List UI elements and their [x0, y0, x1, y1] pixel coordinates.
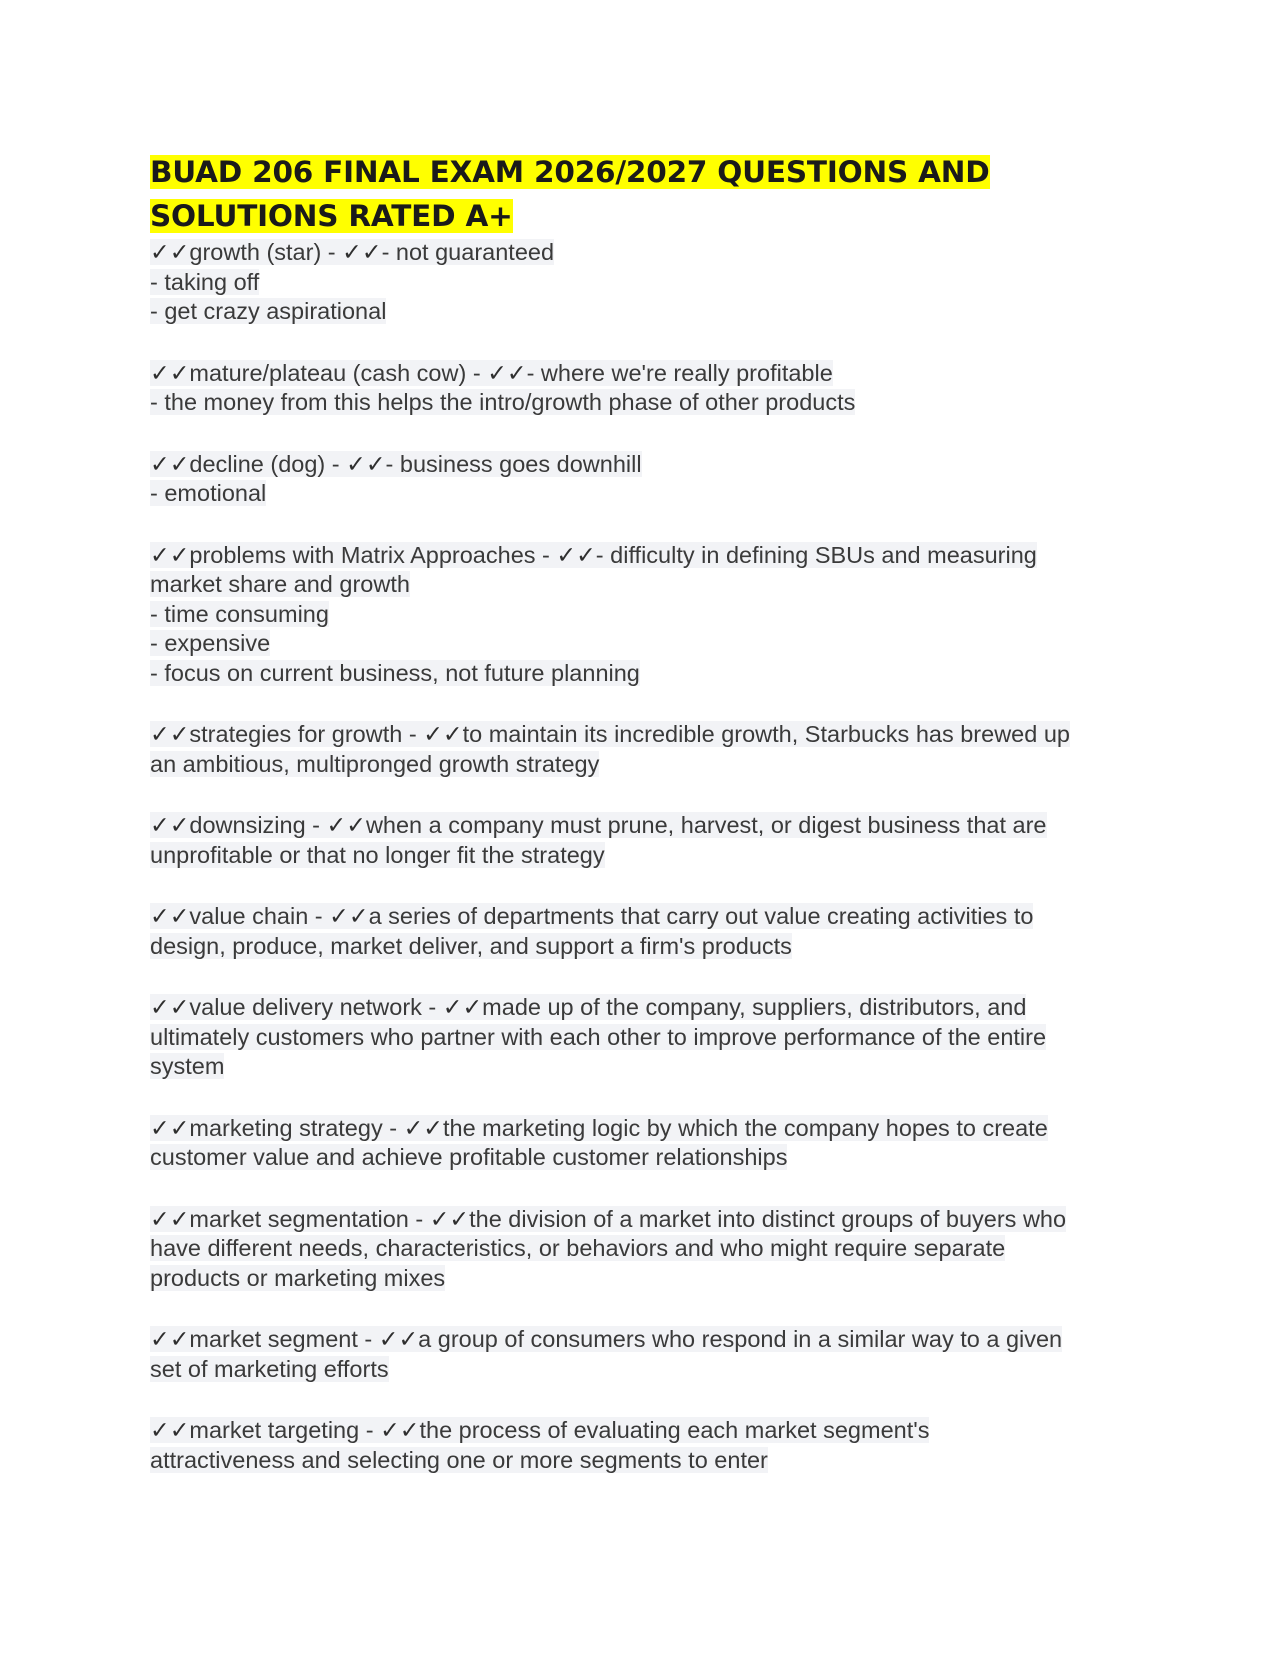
title-line-2: SOLUTIONS RATED A+: [150, 199, 513, 233]
entry-definition-text: - taking off: [150, 268, 260, 295]
entry-definition-text: - not guaranteed: [381, 239, 555, 265]
entry-definition-text: - business goes downhill: [385, 450, 642, 477]
definition-line: [150, 750, 1140, 780]
document-title: [150, 150, 1140, 238]
entry-term: market segmentation -: [189, 1205, 430, 1232]
definition-line: [150, 388, 1140, 418]
check-mark-icon: ✓✓: [329, 903, 369, 929]
flashcard-entry: [150, 720, 1140, 779]
entry-definition-text: made up of the company, suppliers, distributors, and: [482, 994, 1027, 1020]
entry-term: market segment -: [189, 1326, 379, 1352]
entry-first-line: [150, 811, 1140, 841]
check-mark-icon: ✓✓: [150, 450, 190, 477]
definition-line: [150, 659, 1140, 689]
entry-definition-text: - where we're really profitable: [526, 359, 833, 386]
entry-definition-text: products or marketing mixes: [150, 1264, 446, 1291]
entry-definition-text: - get crazy aspirational: [150, 298, 387, 324]
entry-definition-text: to maintain its incredible growth, Starbucks has brewed up: [462, 721, 1070, 747]
check-mark-icon: ✓✓: [150, 1114, 190, 1141]
check-mark-icon: ✓✓: [403, 1114, 443, 1141]
check-mark-icon: ✓✓: [342, 239, 382, 265]
definition-line: [150, 1143, 1140, 1173]
flashcard-entry: [150, 1114, 1140, 1173]
flashcard-entry: [150, 993, 1140, 1082]
flashcard-entry: [150, 541, 1140, 689]
check-mark-icon: ✓✓: [487, 359, 527, 386]
entry-definition-text: an ambitious, multipronged growth strategy: [150, 750, 600, 777]
entry-definition-text: set of marketing efforts: [150, 1355, 389, 1382]
check-mark-icon: ✓✓: [150, 1326, 190, 1352]
entry-first-line: [150, 359, 1140, 389]
check-mark-icon: ✓✓: [556, 541, 596, 568]
flashcard-entry: [150, 450, 1140, 509]
entry-first-line: [150, 720, 1140, 750]
entry-first-line: [150, 902, 1140, 932]
definition-line: [150, 1264, 1140, 1294]
check-mark-icon: ✓✓: [150, 541, 190, 568]
entry-first-line: [150, 238, 1140, 268]
check-mark-icon: ✓✓: [378, 1326, 419, 1352]
check-mark-icon: ✓✓: [150, 812, 190, 838]
document-page: [150, 150, 1140, 1507]
entry-definition-text: unprofitable or that no longer fit the strategy: [150, 841, 605, 868]
definition-line: [150, 1023, 1140, 1053]
entry-first-line: [150, 450, 1140, 480]
entry-first-line: [150, 1205, 1140, 1235]
entry-first-line: [150, 993, 1140, 1023]
definition-line: [150, 932, 1140, 962]
entry-term: strategies for growth -: [189, 721, 424, 747]
check-mark-icon: ✓✓: [423, 721, 463, 747]
check-mark-icon: ✓✓: [326, 812, 366, 838]
check-mark-icon: ✓✓: [346, 450, 386, 477]
entry-definition-text: the division of a market into distinct groups of buyers who: [469, 1205, 1067, 1232]
entry-term: mature/plateau (cash cow) -: [189, 359, 488, 386]
flashcard-entry: [150, 359, 1140, 418]
check-mark-icon: ✓✓: [380, 1417, 420, 1443]
check-mark-icon: ✓✓: [150, 359, 190, 386]
entry-definition-text: design, produce, market deliver, and support a firm's products: [150, 932, 792, 959]
definition-line: [150, 629, 1140, 659]
entry-definition-text: system: [150, 1053, 225, 1079]
definition-line: [150, 297, 1140, 327]
entry-first-line: [150, 1114, 1140, 1144]
check-mark-icon: ✓✓: [150, 994, 190, 1020]
entry-definition-text: market share and growth: [150, 571, 410, 597]
definition-line: [150, 268, 1140, 298]
entry-definition-text: - time consuming: [150, 600, 329, 627]
entry-definition-text: - focus on current business, not future planning: [150, 659, 640, 686]
check-mark-icon: ✓✓: [442, 994, 483, 1020]
definition-line: [150, 1355, 1140, 1385]
definition-line: [150, 841, 1140, 871]
entry-term: decline (dog) -: [189, 450, 347, 477]
definition-line: [150, 1052, 1140, 1082]
entry-term: value chain -: [189, 903, 330, 929]
entry-definition-text: when a company must prune, harvest, or digest business that are: [365, 812, 1047, 838]
entry-definition-text: - difficulty in defining SBUs and measuring: [595, 541, 1037, 568]
check-mark-icon: ✓✓: [150, 721, 190, 747]
definition-line: [150, 479, 1140, 509]
flashcard-entry: [150, 902, 1140, 961]
entry-term: downsizing -: [189, 812, 327, 838]
flashcard-entry: [150, 1325, 1140, 1384]
entry-term: value delivery network -: [189, 994, 443, 1020]
entry-term: market targeting -: [189, 1417, 381, 1443]
title-line-1: BUAD 206 FINAL EXAM 2026/2027 QUESTIONS AND: [150, 155, 990, 189]
check-mark-icon: ✓✓: [150, 1205, 190, 1232]
entry-definition-text: the process of evaluating each market segment's: [419, 1417, 930, 1443]
entry-definition-text: ultimately customers who partner with each other to improve performance of the entire: [150, 1023, 1047, 1050]
entry-definition-text: customer value and achieve profitable customer relationships: [150, 1144, 788, 1170]
entry-first-line: [150, 541, 1140, 571]
flashcard-entry: [150, 811, 1140, 870]
flashcard-entry: [150, 1205, 1140, 1294]
entry-term: problems with Matrix Approaches -: [189, 541, 557, 568]
entry-definition-text: a series of departments that carry out value creating activities to: [368, 903, 1034, 929]
entry-definition-text: have different needs, characteristics, or behaviors and who might require separate: [150, 1235, 1006, 1261]
definition-line: [150, 1446, 1140, 1476]
definition-line: [150, 570, 1140, 600]
check-mark-icon: ✓✓: [150, 1417, 190, 1443]
check-mark-icon: ✓✓: [150, 903, 190, 929]
check-mark-icon: ✓✓: [429, 1205, 470, 1232]
entry-term: growth (star) -: [189, 239, 343, 265]
definition-line: [150, 1234, 1140, 1264]
entry-definition-text: the marketing logic by which the company hopes to create: [442, 1114, 1048, 1141]
entry-definition-text: - emotional: [150, 480, 267, 506]
flashcard-entry: [150, 238, 1140, 327]
entry-term: marketing strategy -: [189, 1114, 404, 1141]
entry-first-line: [150, 1416, 1140, 1446]
flashcard-list: [150, 238, 1140, 1475]
entry-definition-text: a group of consumers who respond in a similar way to a given: [418, 1326, 1063, 1352]
flashcard-entry: [150, 1416, 1140, 1475]
definition-line: [150, 600, 1140, 630]
entry-definition-text: - the money from this helps the intro/growth phase of other products: [150, 389, 856, 415]
entry-definition-text: attractiveness and selecting one or more segments to enter: [150, 1446, 768, 1473]
entry-definition-text: - expensive: [150, 630, 271, 656]
entry-first-line: [150, 1325, 1140, 1355]
check-mark-icon: ✓✓: [150, 239, 190, 265]
